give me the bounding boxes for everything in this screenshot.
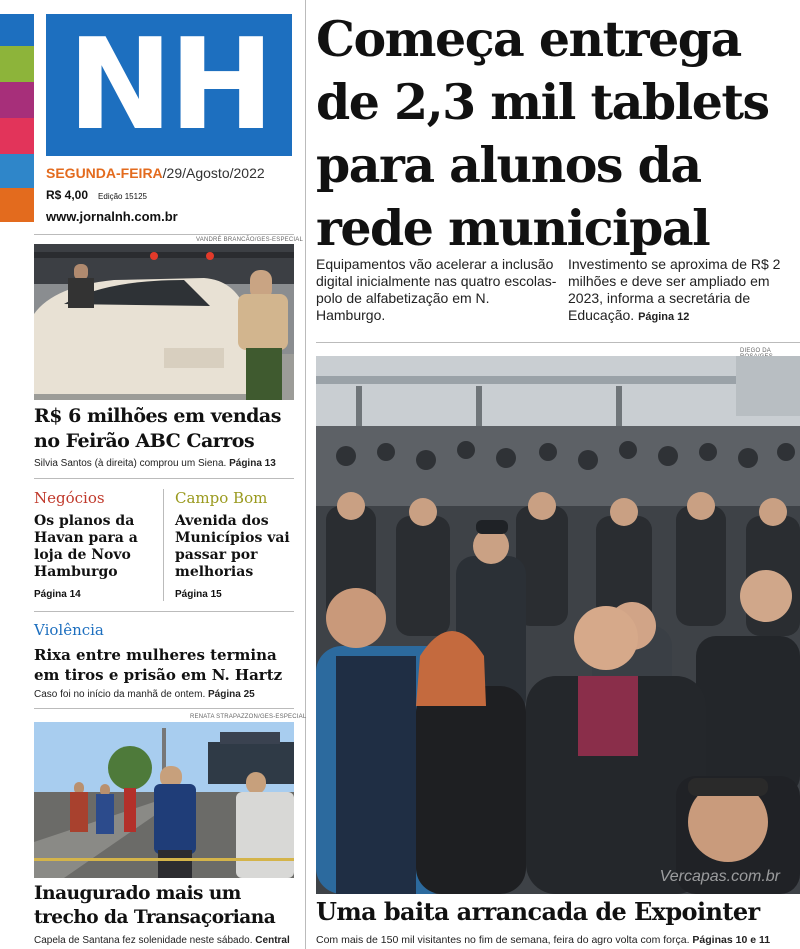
color-strip-lightblue [0,154,34,188]
main-deck-right-text: Investimento se aproxima de R$ 2 milhões e deve ser ampliado em 2023, informa a secretária de Educação. [568,256,781,323]
price-line [46,188,147,202]
violencia-divider [34,708,294,709]
negocios-headline[interactable]: Os planos da Havan para a loja de Novo Hamburgo [34,513,138,580]
car-photo[interactable] [34,244,294,400]
violencia-page-ref[interactable]: Página 25 [208,689,255,700]
negocios-section-label: Negócios [34,489,105,507]
expointer-page-ref[interactable]: Páginas 10 e 11 [692,934,771,946]
photo-watermark: Vercapas.com.br [659,868,780,885]
road-photo-image [34,722,294,878]
color-strip-green [0,46,34,82]
violencia-caption [34,688,296,701]
main-deck-right [568,256,800,326]
main-headline[interactable]: Começa entrega de 2,3 mil tablets para alunos da rede municipal [316,10,769,257]
price: R$ 4,00 [46,188,89,202]
main-deck-divider [316,342,800,343]
campo-bom-headline[interactable]: Avenida dos Municípios vai passar por melhorias [175,513,290,580]
negocios-page-ref[interactable]: Página 14 [34,589,81,600]
column-divider [305,0,306,949]
edition-number: Edição 15125 [98,192,147,201]
negocios-divider [34,611,294,612]
expointer-caption-text: Com mais de 150 mil visitantes no fim de semana, feira do agro volta com força. [316,934,690,946]
date: /29/Agosto/2022 [162,165,265,181]
violencia-section-label: Violência [34,621,104,639]
car-photo-credit: VANDRÉ BRANCÃO/GES-ESPECIAL [196,237,303,243]
car-photo-image [34,244,294,400]
weekday: SEGUNDA-FEIRA [46,165,163,181]
dateline [46,165,265,181]
expointer-photo[interactable] [316,356,800,894]
car-page-ref[interactable]: Página 13 [229,458,276,469]
expointer-photo-credit: DIEGO DA [740,348,771,354]
violencia-caption-text: Caso foi no início da manhã de ontem. [34,689,206,700]
negocios-campobom-divider [163,489,164,601]
car-caption-text: Silvia Santos (à direita) comprou um Siena. [34,458,227,469]
main-deck-page-ref[interactable]: Página 12 [638,311,690,323]
masthead-divider [34,234,294,235]
campo-bom-section-label: Campo Bom [175,489,268,507]
road-page-ref[interactable]: Central [255,935,290,946]
main-deck-left: Equipamentos vão acelerar a inclusão digital inicialmente nas quatro escolas-polo de alfabetização em N. Hamburgo. [316,256,557,323]
road-photo[interactable] [34,722,294,878]
violencia-headline[interactable]: Rixa entre mulheres termina em tiros e prisão em N. Hartz [34,646,283,684]
color-strip-orange [0,188,34,222]
newspaper-logo[interactable]: NH [46,14,292,156]
color-strip-blue [0,14,34,46]
expointer-caption [316,934,800,947]
expointer-photo-image [316,356,800,894]
campo-bom-page-ref[interactable]: Página 15 [175,589,222,600]
car-caption [34,457,296,470]
color-strip-purple [0,82,34,118]
road-photo-credit: RENATA STRAPAZZON/GES-ESPECIAL [190,714,307,720]
car-divider [34,478,294,479]
road-caption-text: Capela de Santana fez solenidade neste sábado. [34,935,253,946]
road-caption [34,934,300,947]
expointer-headline[interactable]: Uma baita arrancada de Expointer [316,897,760,926]
website-link[interactable]: www.jornalnh.com.br [46,209,178,224]
car-headline[interactable]: R$ 6 milhões em vendas no Feirão ABC Carros [34,405,281,452]
road-headline[interactable]: Inaugurado mais um trecho da Transaçoriana [34,883,276,928]
color-strip-red [0,118,34,154]
